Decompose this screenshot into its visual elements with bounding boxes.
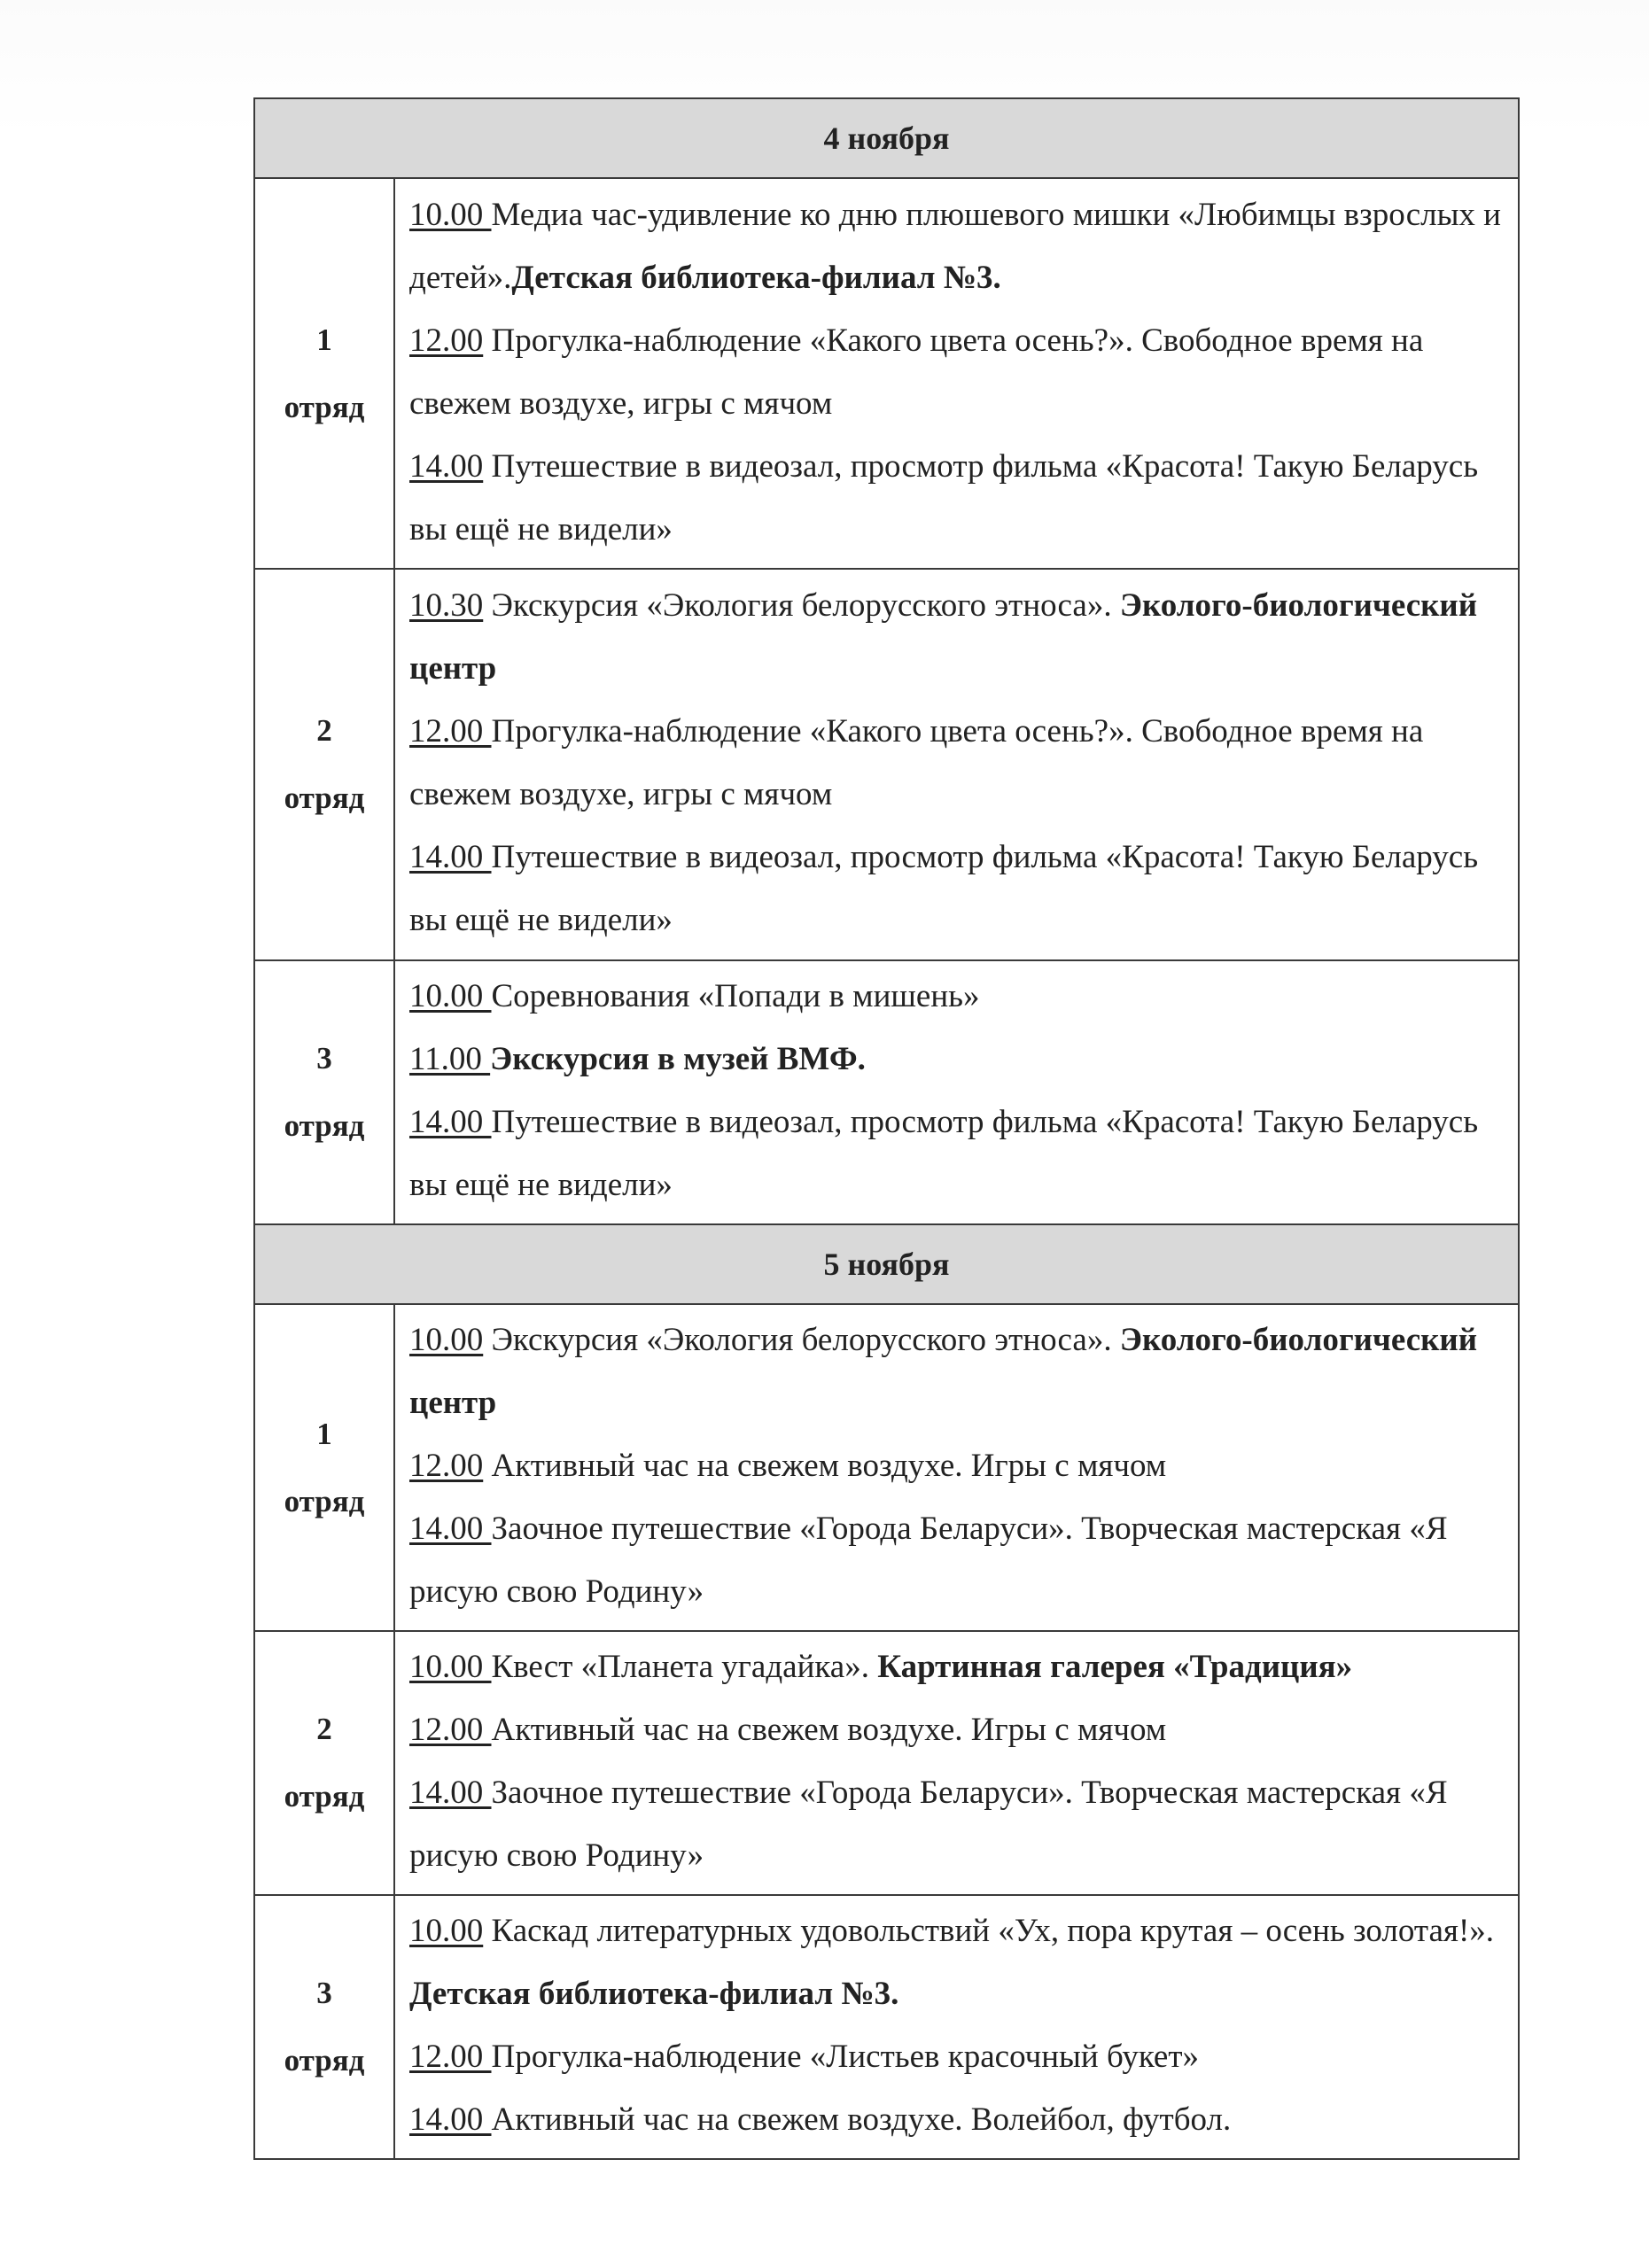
activity-place: Эколого-биологический центр xyxy=(409,587,1478,687)
squad-number: 3 xyxy=(316,1041,332,1076)
activity-place: Эколого-биологический центр xyxy=(409,1322,1478,1421)
squad-number: 1 xyxy=(316,322,332,357)
date-row xyxy=(254,1224,1519,1304)
activity-time: 11.00 xyxy=(409,1041,491,1077)
activity xyxy=(409,1091,1507,1216)
squad-label xyxy=(254,178,394,569)
activities-cell xyxy=(394,960,1519,1224)
activity-text: Экскурсия «Экология белорусского этноса». xyxy=(483,587,1120,624)
activity-text: Медиа час-удивление ко дню плюшевого мишки «Любимцы взрослых и детей». xyxy=(409,196,1501,296)
activity-time: 14.00 xyxy=(409,447,484,485)
squad-row xyxy=(254,1631,1519,1895)
squad-label xyxy=(254,569,394,960)
activity-place: Экскурсия в музей ВМФ. xyxy=(490,1041,866,1077)
activity-time: 14.00 xyxy=(409,839,492,875)
activity-time: 14.00 xyxy=(409,1104,492,1140)
squad-label xyxy=(254,960,394,1224)
activity-place: Детская библиотека-филиал №3. xyxy=(409,1976,899,2012)
activity-text: Активный час на свежем воздухе. Волейбол, футбол. xyxy=(491,2101,1232,2138)
squad-row xyxy=(254,569,1519,960)
activities-cell xyxy=(394,1304,1519,1631)
squad-word: отряд xyxy=(284,1483,365,1518)
activity-time: 12.00 xyxy=(409,1448,484,1484)
squad-row xyxy=(254,960,1519,1224)
activity xyxy=(409,1698,1507,1761)
activity-time: 12.00 xyxy=(409,1712,492,1748)
activity-time: 10.00 xyxy=(409,978,492,1014)
squad-row xyxy=(254,178,1519,569)
squad-number: 2 xyxy=(316,1712,332,1746)
activity-text: Квест «Планета угадайка». xyxy=(491,1649,878,1685)
activity-text: Прогулка-наблюдение «Какого цвета осень?». Свободное время на свежем воздухе, игры с мячом xyxy=(409,322,1424,422)
squad-number: 3 xyxy=(316,1976,332,2010)
squad-word: отряд xyxy=(284,781,365,815)
activity-place: Картинная галерея «Традиция» xyxy=(877,1649,1353,1685)
activity-text: Заочное путешествие «Города Беларуси». Творческая мастерская «Я рисую свою Родину» xyxy=(409,1775,1448,1874)
activity xyxy=(409,1635,1507,1698)
activity-text: Путешествие в видеозал, просмотр фильма «Красота! Такую Беларусь вы ещё не видели» xyxy=(409,839,1479,938)
activity xyxy=(409,309,1507,435)
activity-text: Активный час на свежем воздухе. Игры с мячом xyxy=(491,1712,1167,1748)
activity xyxy=(409,574,1507,700)
schedule-table xyxy=(253,97,1520,2160)
activity-time: 12.00 xyxy=(409,713,492,750)
activity-time: 12.00 xyxy=(409,2039,492,2075)
squad-word: отряд xyxy=(284,1108,365,1143)
activity xyxy=(409,1761,1507,1887)
squad-word: отряд xyxy=(284,1779,365,1814)
squad-number: 1 xyxy=(316,1416,332,1451)
activity xyxy=(409,1497,1507,1623)
activity xyxy=(409,1899,1507,2025)
activities-cell xyxy=(394,1631,1519,1895)
squad-word: отряд xyxy=(284,389,365,424)
activity-time: 10.00 xyxy=(409,196,492,233)
activity-time: 10.30 xyxy=(409,587,484,624)
activity xyxy=(409,435,1507,561)
activities-cell xyxy=(394,178,1519,569)
activity-text: Прогулка-наблюдение «Какого цвета осень?». Свободное время на свежем воздухе, игры с мячом xyxy=(409,713,1424,812)
activities-cell xyxy=(394,1895,1519,2159)
squad-word: отряд xyxy=(284,2043,365,2078)
date-header: 4 ноября xyxy=(254,98,1519,178)
activity-time: 14.00 xyxy=(409,1511,492,1547)
activity-time: 14.00 xyxy=(409,1775,492,1811)
activity xyxy=(409,1434,1507,1497)
date-header: 5 ноября xyxy=(254,1224,1519,1304)
activity-time: 10.00 xyxy=(409,1649,492,1685)
activity-time: 10.00 xyxy=(409,1913,484,1949)
squad-label xyxy=(254,1895,394,2159)
squad-row xyxy=(254,1304,1519,1631)
activities-cell xyxy=(394,569,1519,960)
activity-text: Активный час на свежем воздухе. Игры с мячом xyxy=(483,1448,1167,1484)
squad-row xyxy=(254,1895,1519,2159)
activity xyxy=(409,1028,1507,1091)
activity xyxy=(409,826,1507,951)
activity xyxy=(409,2025,1507,2088)
activity xyxy=(409,1309,1507,1434)
activity-text: Экскурсия «Экология белорусского этноса». xyxy=(483,1322,1120,1358)
activity xyxy=(409,700,1507,826)
activity xyxy=(409,965,1507,1028)
activity-text: Соревнования «Попади в мишень» xyxy=(491,978,980,1014)
activity-text: Заочное путешествие «Города Беларуси». Творческая мастерская «Я рисую свою Родину» xyxy=(409,1511,1448,1610)
activity-text: Прогулка-наблюдение «Листьев красочный букет» xyxy=(491,2039,1200,2075)
squad-number: 2 xyxy=(316,713,332,748)
activity-time: 10.00 xyxy=(409,1322,484,1358)
activity-time: 14.00 xyxy=(409,2101,492,2138)
activity xyxy=(409,2088,1507,2151)
activity-text: Путешествие в видеозал, просмотр фильма «Красота! Такую Беларусь вы ещё не видели» xyxy=(409,1104,1479,1203)
activity-time: 12.00 xyxy=(409,322,484,359)
activity xyxy=(409,183,1507,309)
date-row xyxy=(254,98,1519,178)
activity-text: Каскад литературных удовольствий «Ух, пора крутая – осень золотая!». xyxy=(483,1913,1495,1949)
squad-label xyxy=(254,1304,394,1631)
activity-place: Детская библиотека-филиал №3. xyxy=(511,259,1001,296)
squad-label xyxy=(254,1631,394,1895)
activity-text: Путешествие в видеозал, просмотр фильма «Красота! Такую Беларусь вы ещё не видели» xyxy=(409,447,1479,548)
